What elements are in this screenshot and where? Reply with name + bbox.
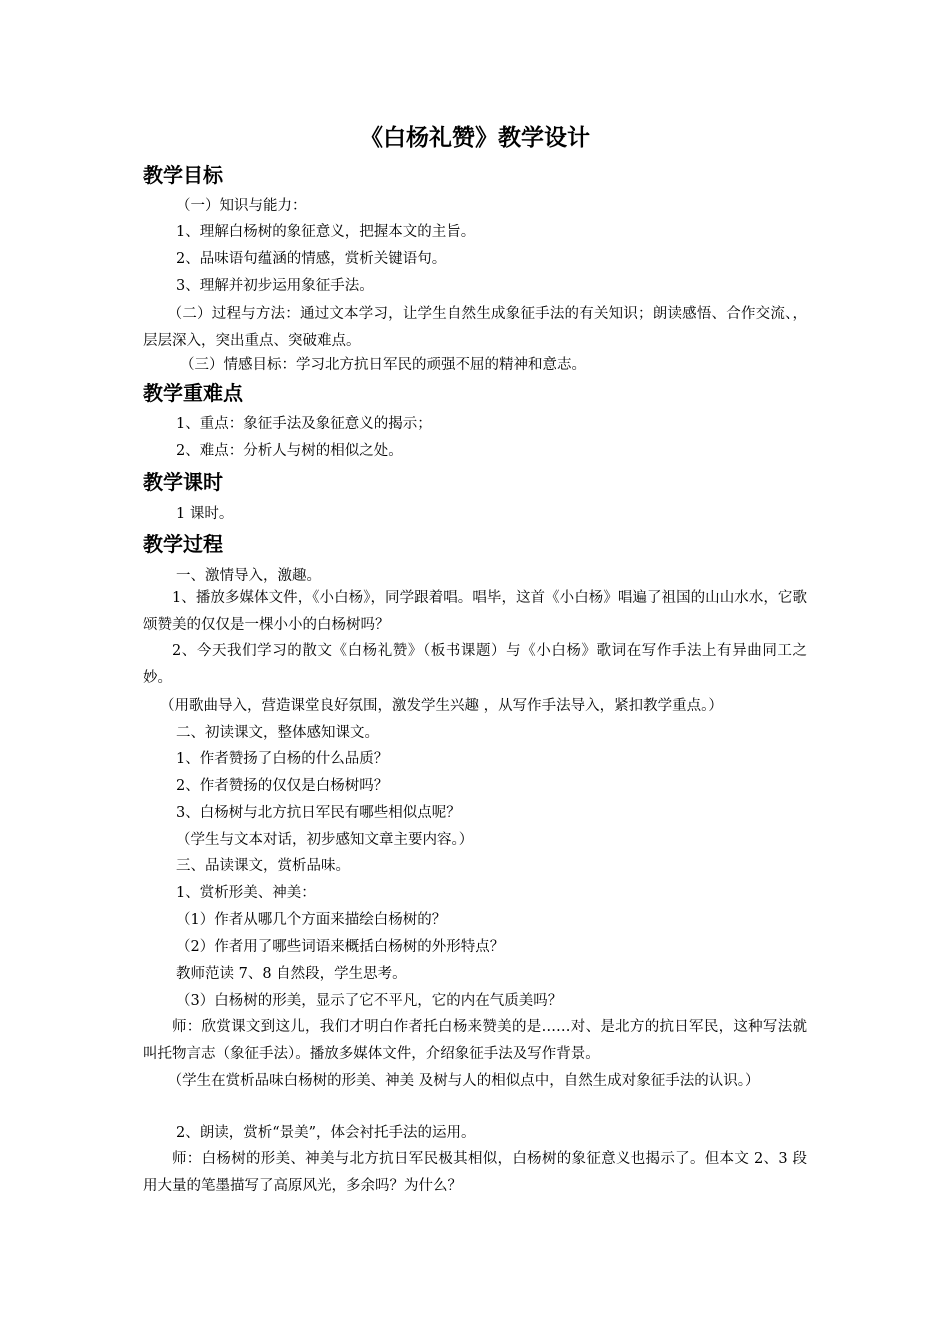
- process-line: 3、白杨树与北方抗日军民有哪些相似点呢？: [176, 805, 461, 821]
- process-line: 教师范读 7、8 自然段，学生思考。: [176, 966, 407, 982]
- process-paragraph: 师：白杨树的形美、神美与北方抗日军民极其相似，白杨树的象征意义也揭示了。但本文 2、3 段用大量的笔墨描写了高原风光，多余吗？为什么？: [143, 1151, 807, 1194]
- objectives-line: （三）情感目标：学习北方抗日军民的顽强不屈的精神和意志。: [180, 357, 586, 373]
- process-line: （用歌曲导入，营造课堂良好氛围，激发学生兴趣 ，从写作手法导入，紧扣教学重点。）: [160, 698, 723, 714]
- process-line: 二、初读课文，整体感知课文。: [176, 725, 379, 741]
- document-title: 《白杨礼赞》教学设计: [360, 125, 590, 151]
- objectives-line: 2、品味语句蕴涵的情感，赏析关键语句。: [176, 251, 447, 267]
- process-line: 一、激情导入，激趣。: [176, 568, 321, 584]
- process-paragraph: 2、今天我们学习的散文《白杨礼赞》（板书课题）与《小白杨》歌词在写作手法上有异曲同工之妙。: [143, 643, 807, 686]
- section-heading-class-hours: 教学课时: [143, 470, 223, 494]
- process-line: 1、作者赞扬了白杨的什么品质？: [176, 751, 389, 767]
- process-line: 2、朗读，赏析“景美”，体会衬托手法的运用。: [176, 1125, 476, 1141]
- process-line: 1、赏析形美、神美：: [176, 885, 316, 901]
- section-heading-objectives: 教学目标: [143, 163, 223, 187]
- process-line: 2、作者赞扬的仅仅是白杨树吗？: [176, 778, 389, 794]
- objectives-line: 3、理解并初步运用象征手法。: [176, 278, 374, 294]
- process-line: （1）作者从哪几个方面来描绘白杨树的？: [176, 912, 447, 928]
- process-paragraph: （学生在赏析品味白杨树的形美、神美 及树与人的相似点中，自然生成对象征手法的认识。）: [167, 1073, 760, 1089]
- class-hours-line: 1 课时。: [176, 506, 234, 522]
- section-heading-process: 教学过程: [143, 532, 223, 556]
- process-line: 三、品读课文，赏析品味。: [176, 858, 350, 874]
- objectives-paragraph: （二）过程与方法：通过文本学习，让学生自然生成象征手法的有关知识；朗读感悟、合作交流、，层层深入，突出重点、突破难点。: [143, 306, 807, 349]
- process-line: （2）作者用了哪些词语来概括白杨树的外形特点？: [176, 939, 505, 955]
- objectives-line: 1、理解白杨树的象征意义，把握本文的主旨。: [176, 224, 476, 240]
- section-heading-key-points: 教学重难点: [143, 381, 243, 405]
- process-line: （学生与文本对话，初步感知文章主要内容。）: [176, 832, 474, 848]
- process-paragraph: 1、播放多媒体文件，《小白杨》，同学跟着唱。唱毕，这首《小白杨》唱遍了祖国的山山水水，它歌颂赞美的仅仅是一棵小小的白杨树吗？: [143, 590, 807, 633]
- key-points-line: 1、重点：象征手法及象征意义的揭示；: [176, 416, 432, 432]
- process-line: （3）白杨树的形美，显示了它不平凡，它的内在气质美吗？: [176, 993, 563, 1009]
- process-paragraph: 师：欣赏课文到这儿，我们才明白作者托白杨来赞美的是……对、是北方的抗日军民，这种写法就叫托物言志（象征手法）。播放多媒体文件，介绍象征手法及写作背景。: [143, 1019, 807, 1062]
- objectives-line: （一）知识与能力：: [176, 198, 307, 214]
- key-points-line: 2、难点：分析人与树的相似之处。: [176, 443, 403, 459]
